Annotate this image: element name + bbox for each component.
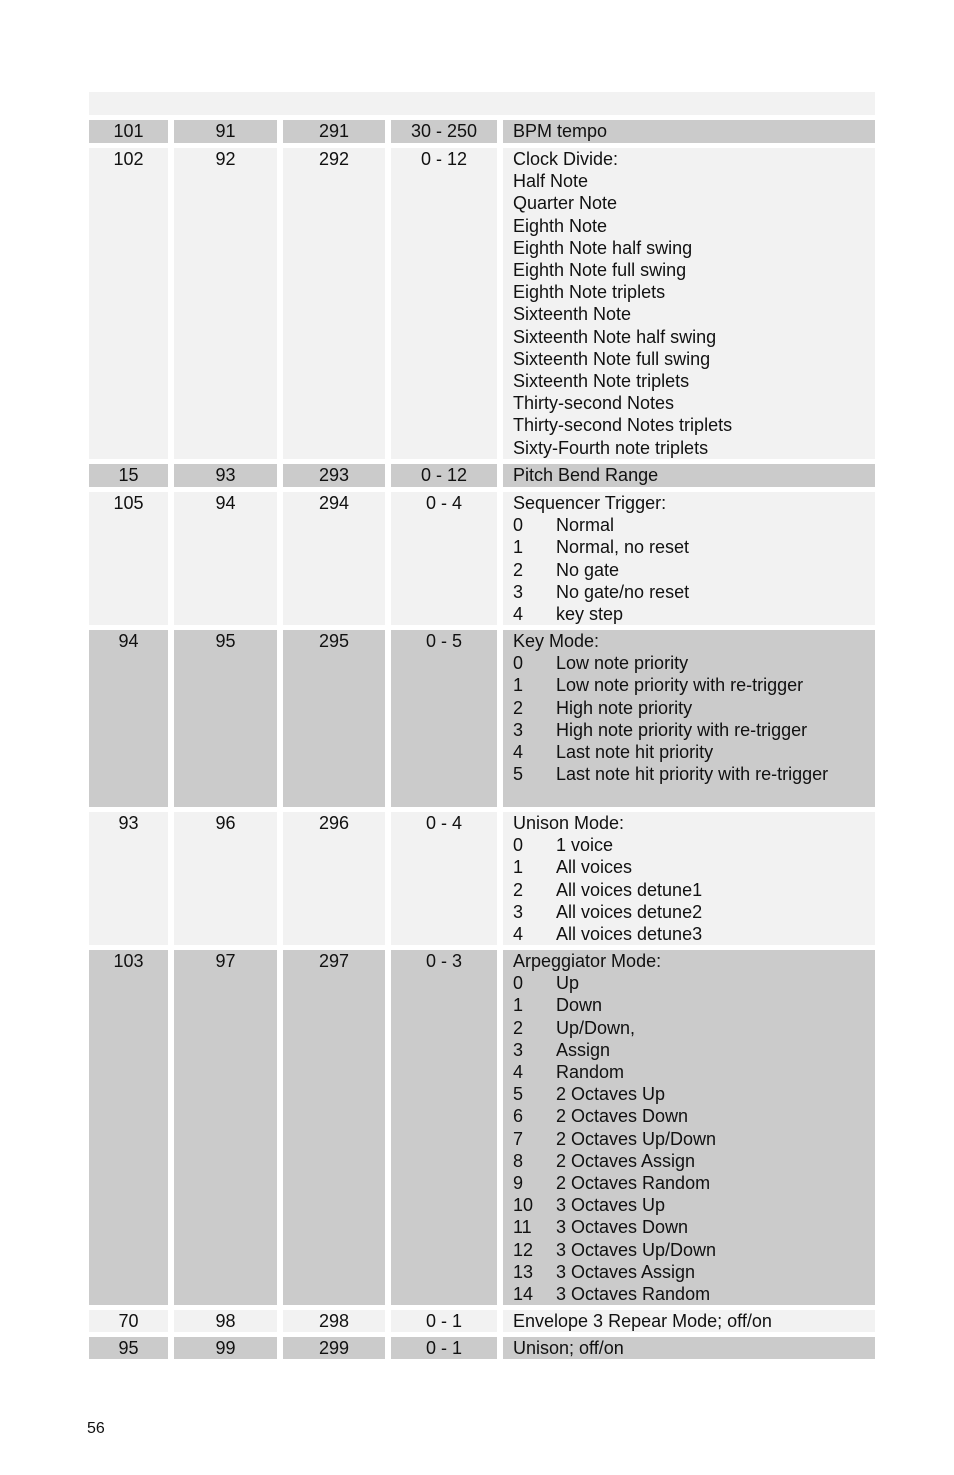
nrpn-cell: 103: [89, 950, 168, 1305]
option-item: [513, 1083, 875, 1105]
nrpn-cell: 101: [89, 120, 168, 143]
option-label: 2 Octaves Assign: [556, 1150, 696, 1171]
cc-cell: 99: [174, 1337, 277, 1359]
option-value: 8: [513, 1150, 524, 1171]
range-cell: 0 - 12: [391, 148, 497, 459]
description-title: Arpeggiator Mode:: [513, 951, 662, 971]
description-line: Thirty-second Notes: [513, 393, 675, 414]
option-value: 1: [513, 537, 524, 558]
option-value: 3: [513, 581, 524, 602]
cc-cell: 96: [174, 812, 277, 945]
description-title: Envelope 3 Repear Mode; off/on: [513, 1311, 772, 1331]
nrpn-cell: 94: [89, 630, 168, 807]
option-value: 0: [513, 653, 524, 674]
description-cell: [503, 1337, 875, 1359]
option-label: Last note hit priority with re-trigger: [556, 764, 829, 785]
option-item: [513, 674, 875, 696]
option-value: 2: [513, 879, 524, 900]
option-item: [513, 1261, 875, 1283]
option-item: [513, 994, 875, 1016]
program-param-cell: 295: [283, 630, 385, 807]
option-value: 2: [513, 1017, 524, 1038]
option-value: 6: [513, 1106, 524, 1127]
description-cell: [503, 812, 875, 945]
option-label: 3 Octaves Up: [556, 1195, 666, 1216]
table-row: [89, 630, 875, 807]
description-line: Eighth Note: [513, 215, 608, 236]
table-row: [89, 464, 875, 487]
option-item: [513, 1039, 875, 1061]
range-cell: 0 - 5: [391, 630, 497, 807]
option-value: 4: [513, 924, 524, 945]
cc-cell: 94: [174, 492, 277, 625]
option-label: Low note priority: [556, 653, 689, 674]
table-row: [89, 148, 875, 459]
description-line: Sixty-Fourth note triplets: [513, 437, 709, 458]
range-cell: 30 - 250: [391, 120, 497, 143]
option-item: [513, 652, 875, 674]
option-label: Last note hit priority: [556, 742, 714, 763]
option-label: Normal, no reset: [556, 537, 690, 558]
cc-cell: 95: [174, 630, 277, 807]
option-label: 1 voice: [556, 835, 614, 856]
program-param-cell: 292: [283, 148, 385, 459]
option-label: Assign: [556, 1039, 611, 1060]
option-item: [513, 1216, 875, 1238]
table-row: [89, 1310, 875, 1332]
option-value: 5: [513, 764, 524, 785]
description-cell: [503, 148, 875, 459]
option-value: 7: [513, 1128, 524, 1149]
option-label: All voices detune2: [556, 901, 703, 922]
table-row: [89, 120, 875, 143]
option-value: 0: [513, 515, 524, 536]
description-line: Eighth Note full swing: [513, 260, 687, 281]
option-label: 2 Octaves Up: [556, 1084, 666, 1105]
page-number: 56: [87, 1420, 105, 1437]
option-value: 3: [513, 901, 524, 922]
description-title: BPM tempo: [513, 121, 608, 141]
option-label: Random: [556, 1062, 625, 1083]
option-item: [513, 603, 875, 625]
description-cell: [503, 464, 875, 487]
description-line: Sixteenth Note triplets: [513, 371, 690, 392]
option-item: [513, 1061, 875, 1083]
option-label: 3 Octaves Assign: [556, 1261, 696, 1282]
description-title: Sequencer Trigger:: [513, 493, 667, 513]
option-item: [513, 1105, 875, 1127]
description-line: Sixteenth Note: [513, 304, 632, 325]
option-label: Down: [556, 995, 603, 1016]
table-row: [89, 812, 875, 945]
description-cell: [503, 120, 875, 143]
description-cell: [503, 630, 875, 807]
option-label: 3 Octaves Down: [556, 1217, 689, 1238]
description-line: Eighth Note half swing: [513, 237, 693, 258]
range-cell: 0 - 1: [391, 1337, 497, 1359]
option-label: High note priority: [556, 697, 693, 718]
option-item: [513, 1172, 875, 1194]
description-title: Key Mode:: [513, 631, 600, 651]
option-label: High note priority with re-trigger: [556, 719, 808, 740]
option-value: 1: [513, 857, 524, 878]
program-param-cell: 297: [283, 950, 385, 1305]
option-label: No gate: [556, 559, 620, 580]
cc-cell: 93: [174, 464, 277, 487]
cc-cell: 98: [174, 1310, 277, 1332]
range-cell: 0 - 3: [391, 950, 497, 1305]
description-title: Unison Mode:: [513, 813, 625, 833]
option-value: 5: [513, 1084, 524, 1105]
option-value: 2: [513, 697, 524, 718]
option-item: [513, 923, 875, 945]
option-label: All voices: [556, 857, 633, 878]
program-param-cell: 293: [283, 464, 385, 487]
option-label: 2 Octaves Down: [556, 1106, 689, 1127]
option-item: [513, 741, 875, 763]
option-value: 9: [513, 1173, 524, 1194]
option-item: [513, 1017, 875, 1039]
table-header-band: [89, 92, 875, 115]
description-cell: [503, 950, 875, 1305]
description-title: Unison; off/on: [513, 1338, 624, 1358]
option-label: 3 Octaves Random: [556, 1284, 711, 1305]
program-param-cell: 299: [283, 1337, 385, 1359]
option-item: [513, 1194, 875, 1216]
option-label: Normal: [556, 515, 615, 536]
option-item: [513, 1128, 875, 1150]
option-label: Up: [556, 973, 580, 994]
option-value: 13: [513, 1261, 534, 1282]
option-item: [513, 719, 875, 741]
option-item: [513, 879, 875, 901]
option-label: 2 Octaves Random: [556, 1173, 711, 1194]
option-label: All voices detune3: [556, 924, 703, 945]
option-item: [513, 856, 875, 878]
option-item: [513, 581, 875, 603]
description-cell: [503, 1310, 875, 1332]
nrpn-cell: 95: [89, 1337, 168, 1359]
option-value: 4: [513, 1062, 524, 1083]
table-row: [89, 950, 875, 1305]
nrpn-cell: 102: [89, 148, 168, 459]
option-item: [513, 697, 875, 719]
option-value: 3: [513, 719, 524, 740]
nrpn-cell: 70: [89, 1310, 168, 1332]
option-label: No gate/no reset: [556, 581, 690, 602]
option-value: 2: [513, 559, 524, 580]
description-title: Clock Divide:: [513, 149, 619, 169]
option-item: [513, 1239, 875, 1261]
option-label: key step: [556, 604, 624, 625]
description-line: Thirty-second Notes triplets: [513, 415, 733, 436]
description-line: Eighth Note triplets: [513, 282, 666, 303]
description-line: Quarter Note: [513, 193, 618, 214]
option-value: 1: [513, 675, 524, 696]
option-label: 2 Octaves Up/Down: [556, 1128, 717, 1149]
option-label: Up/Down,: [556, 1017, 636, 1038]
option-item: [513, 834, 875, 856]
option-value: 10: [513, 1195, 534, 1216]
range-cell: 0 - 1: [391, 1310, 497, 1332]
description-line: Sixteenth Note half swing: [513, 326, 717, 347]
cc-cell: 91: [174, 120, 277, 143]
option-value: 1: [513, 995, 524, 1016]
table-row: [89, 492, 875, 625]
option-item: [513, 514, 875, 536]
table-body: [89, 120, 875, 1359]
option-value: 4: [513, 604, 524, 625]
option-item: [513, 1283, 875, 1305]
option-value: 0: [513, 835, 524, 856]
option-value: 3: [513, 1039, 524, 1060]
option-value: 11: [513, 1217, 532, 1238]
option-item: [513, 536, 875, 558]
description-title: Pitch Bend Range: [513, 465, 659, 485]
program-param-cell: 298: [283, 1310, 385, 1332]
description-cell: [503, 492, 875, 625]
option-value: 0: [513, 973, 524, 994]
description-line: Sixteenth Note full swing: [513, 348, 711, 369]
option-item: [513, 763, 875, 785]
option-value: 4: [513, 742, 524, 763]
program-param-cell: 294: [283, 492, 385, 625]
range-cell: 0 - 12: [391, 464, 497, 487]
table-row: [89, 1337, 875, 1359]
option-item: [513, 972, 875, 994]
cc-cell: 92: [174, 148, 277, 459]
program-param-cell: 296: [283, 812, 385, 945]
description-line: Half Note: [513, 171, 589, 192]
nrpn-cell: 15: [89, 464, 168, 487]
nrpn-cell: 93: [89, 812, 168, 945]
range-cell: 0 - 4: [391, 492, 497, 625]
range-cell: 0 - 4: [391, 812, 497, 945]
nrpn-cell: 105: [89, 492, 168, 625]
option-label: 3 Octaves Up/Down: [556, 1239, 717, 1260]
cc-cell: 97: [174, 950, 277, 1305]
parameter-table: [89, 92, 875, 1364]
option-label: All voices detune1: [556, 879, 703, 900]
option-item: [513, 559, 875, 581]
program-param-cell: 291: [283, 120, 385, 143]
option-item: [513, 901, 875, 923]
option-label: Low note priority with re-trigger: [556, 675, 804, 696]
option-item: [513, 1150, 875, 1172]
option-value: 12: [513, 1239, 534, 1260]
option-value: 14: [513, 1284, 534, 1305]
